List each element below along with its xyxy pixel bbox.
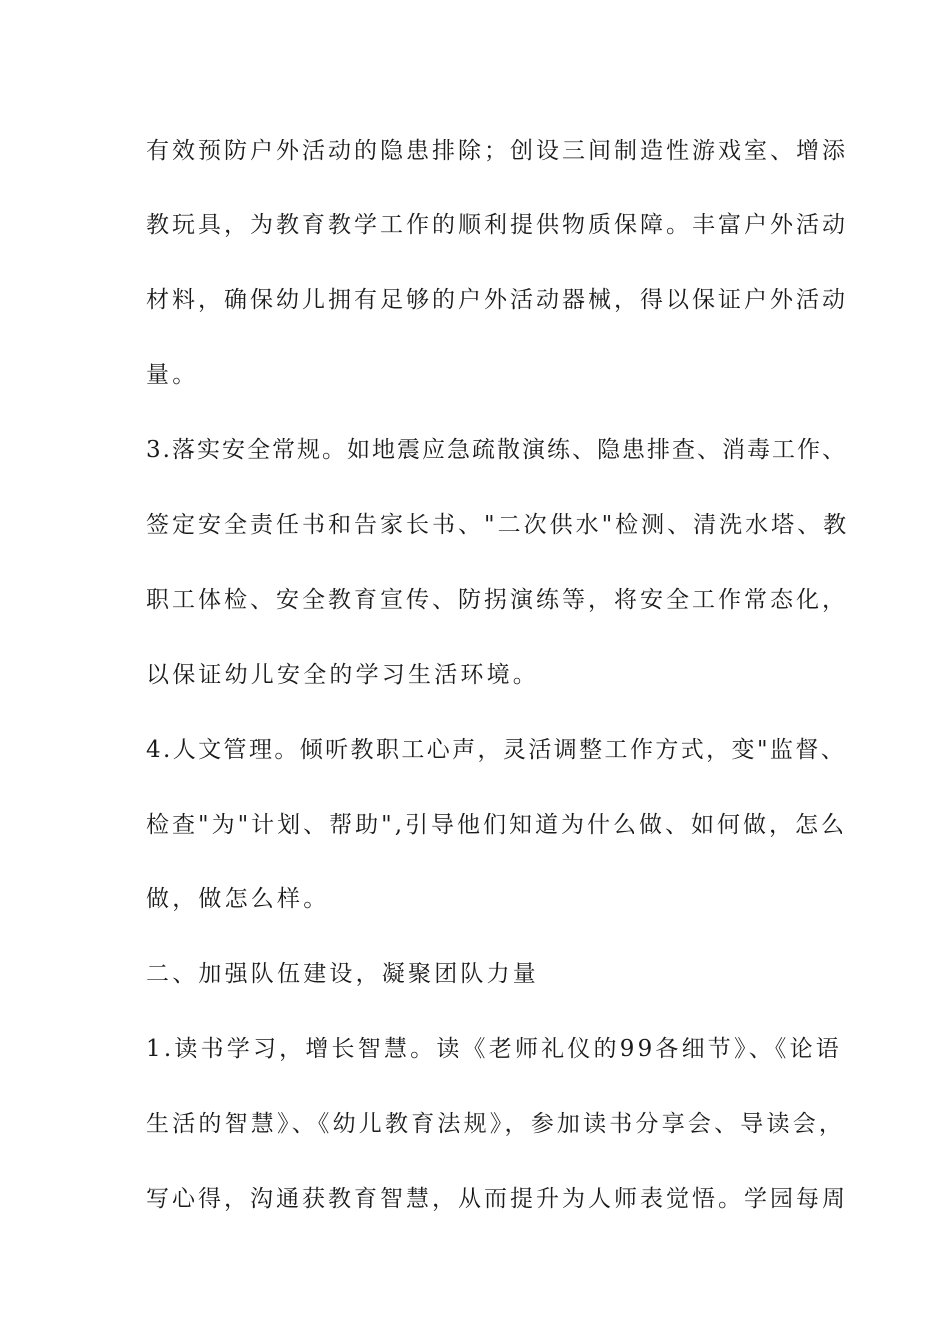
- body-text-line: 以保证幼儿安全的学习生活环境。: [146, 662, 539, 688]
- list-item-4-start: 4.人文管理。倾听教职工心声，灵活调整工作方式，变"监督、: [146, 737, 847, 763]
- body-text-line: 教玩具，为教育教学工作的顺利提供物质保障。丰富户外活动: [146, 212, 848, 238]
- body-text-line: 签定安全责任书和告家长书、"二次供水"检测、清洗水塔、教: [146, 512, 850, 538]
- body-text-line: 量。: [146, 362, 199, 388]
- body-text-line: 检查"为"计划、帮助",引导他们知道为什么做、如何做，怎么: [146, 812, 848, 838]
- body-text-line: 有效预防户外活动的隐患排除；创设三间制造性游戏室、增添: [146, 138, 848, 164]
- body-text-line: 材料，确保幼儿拥有足够的户外活动器械，得以保证户外活动: [146, 287, 848, 313]
- section-heading: 二、加强队伍建设，凝聚团队力量: [146, 961, 539, 987]
- body-text-line: 写心得，沟通获教育智慧，从而提升为人师表觉悟。学园每周: [146, 1186, 848, 1212]
- body-text-line: 生活的智慧》、《幼儿教育法规》，参加读书分享会、导读会，: [146, 1111, 846, 1137]
- body-text-line: 做，做怎么样。: [146, 886, 330, 912]
- list-item-3-start: 3.落实安全常规。如地震应急疏散演练、隐患排查、消毒工作、: [146, 437, 847, 463]
- list-item-1-start: 1.读书学习，增长智慧。读《老师礼仪的99各细节》、《论语: [146, 1036, 843, 1062]
- body-text-line: 职工体检、安全教育宣传、防拐演练等，将安全工作常态化，: [146, 587, 848, 613]
